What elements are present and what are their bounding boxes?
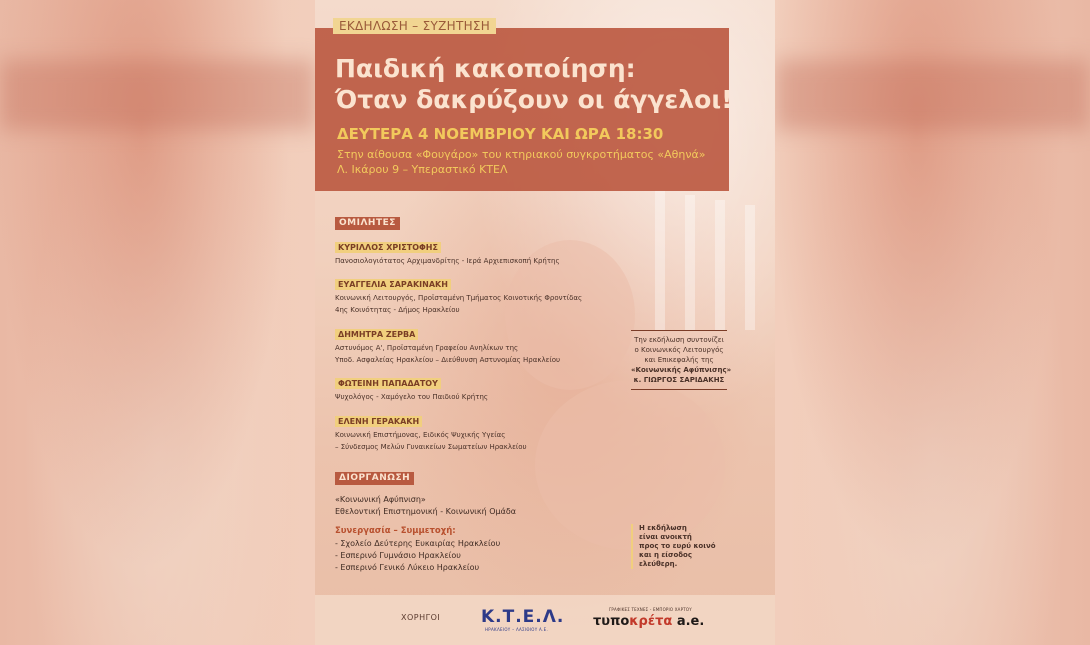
partner-item: - Σχολείο Δεύτερης Ευκαιρίας Ηρακλείου (335, 539, 501, 548)
crib-bar-decoration (685, 195, 695, 330)
background-band-right (775, 60, 1090, 130)
title-line-2: Όταν δακρύζουν οι άγγελοι! (335, 85, 733, 114)
speaker-name: ΚΥΡΙΛΛΟΣ ΧΡΙΣΤΟΦΗΣ (335, 242, 441, 253)
typokreta-tagline: ΓΡΑΦΙΚΕΣ ΤΕΧΝΕΣ - ΕΜΠΟΡΙΟ ΧΑΡΤΟΥ (609, 607, 692, 612)
background-band-left (0, 60, 315, 130)
crib-bar-decoration (655, 190, 665, 330)
speaker-desc: – Σύνδεσμος Μελών Γυναικείων Σωματείων Ηρακλείου (335, 443, 527, 451)
speaker-name: ΔΗΜΗΤΡΑ ΖΕΡΒΑ (335, 329, 418, 340)
partner-item: - Εσπερινό Γενικό Λύκειο Ηρακλείου (335, 563, 480, 572)
ktel-logo: Κ.Τ.Ε.Λ. (481, 607, 565, 627)
speakers-label: ΟΜΙΛΗΤΕΣ (335, 217, 400, 230)
title-box (315, 28, 733, 191)
coordinator-line: Την εκδήλωση συντονίζει (634, 336, 724, 344)
organizer-line: Εθελοντική Επιστημονική - Κοινωνική Ομάδα (335, 507, 517, 516)
free-entry-note (631, 524, 735, 569)
free-entry-line: και η είσοδος (639, 551, 693, 559)
coordinator-org: «Κοινωνικής Αφύπνισης» (631, 366, 732, 374)
free-entry-line: είναι ανοικτή (639, 533, 692, 541)
speaker-name: ΦΩΤΕΙΝΗ ΠΑΠΑΔΑΤΟΥ (335, 378, 441, 389)
speaker-name: ΕΛΕΝΗ ΓΕΡΑΚΑΚΗ (335, 416, 422, 427)
free-entry-line: Η εκδήλωση (639, 524, 687, 532)
free-entry-line: προς το ευρύ κοινό (639, 542, 716, 550)
event-date: ΔΕΥΤΕΡΑ 4 ΝΟΕΜΒΡΙΟΥ ΚΑΙ ΩΡΑ 18:30 (337, 125, 664, 143)
crib-bar-decoration (745, 205, 755, 330)
ktel-logo-subtitle: ΗΡΑΚΛΕΙΟΥ – ΛΑΣΙΘΙΟΥ Α.Ε. (485, 627, 549, 632)
coordinator-line: και Επικεφαλής της (644, 356, 714, 364)
speaker-desc: Υποδ. Ασφαλείας Ηρακλείου – Διεύθυνση Αστυνομίας Ηρακλείου (335, 356, 561, 364)
speaker-desc: Αστυνόμος Α', Προϊσταμένη Γραφείου Ανηλίκων της (335, 344, 519, 352)
speaker-desc: 4ης Κοινότητας - Δήμος Ηρακλείου (335, 306, 460, 314)
speaker-desc: Κοινωνική Επιστήμονας, Ειδικός Ψυχικής Υγείας (335, 431, 506, 439)
typokreta-logo-suffix: a.e. (672, 614, 705, 629)
venue-line-2: Λ. Ικάρου 9 – Υπεραστικό ΚΤΕΛ (337, 163, 508, 176)
speaker-name: ΕΥΑΓΓΕΛΙΑ ΣΑΡΑΚΙΝΑΚΗ (335, 279, 451, 290)
coordinator-box (631, 330, 732, 390)
organizer-label: ΔΙΟΡΓΑΝΩΣΗ (335, 472, 414, 485)
partner-item: - Εσπερινό Γυμνάσιο Ηρακλείου (335, 551, 461, 560)
title-line-1: Παιδική κακοποίηση: (335, 54, 636, 83)
speaker-desc: Ψυχολόγος - Χαμόγελο του Παιδιού Κρήτης (335, 393, 489, 401)
crib-bar-decoration (715, 200, 725, 330)
typokreta-logo-accent: κρέτα (629, 614, 673, 629)
coordinator-name: κ. ΓΙΩΡΓΟΣ ΣΑΡΙΔΑΚΗΣ (633, 376, 725, 384)
venue-line-1: Στην αίθουσα «Φουγάρο» του κτηριακού συγκροτήματος «Αθηνά» (337, 148, 706, 161)
event-poster (315, 0, 775, 645)
typokreta-logo (593, 614, 704, 629)
organizer-line: «Κοινωνική Αφύπνιση» (335, 495, 426, 504)
free-entry-line: ελεύθερη. (639, 560, 678, 568)
sponsors-label: ΧΟΡΗΓΟΙ (401, 613, 441, 622)
sponsors-footer (315, 595, 775, 645)
partners-title: Συνεργασία – Συμμετοχή: (335, 526, 456, 536)
speaker-desc: Πανοσιολογιότατος Αρχιμανδρίτης - Ιερά Αρχιεπισκοπή Κρήτης (335, 257, 560, 265)
coordinator-line: ο Κοινωνικός Λειτουργός (634, 346, 724, 354)
event-tag: ΕΚΔΗΛΩΣΗ – ΣΥΖΗΤΗΣΗ (333, 18, 496, 34)
typokreta-logo-part: τυπο (593, 614, 630, 629)
speaker-desc: Κοινωνική Λειτουργός, Προϊσταμένη Τμήματος Κοινοτικής Φροντίδας (335, 294, 583, 302)
